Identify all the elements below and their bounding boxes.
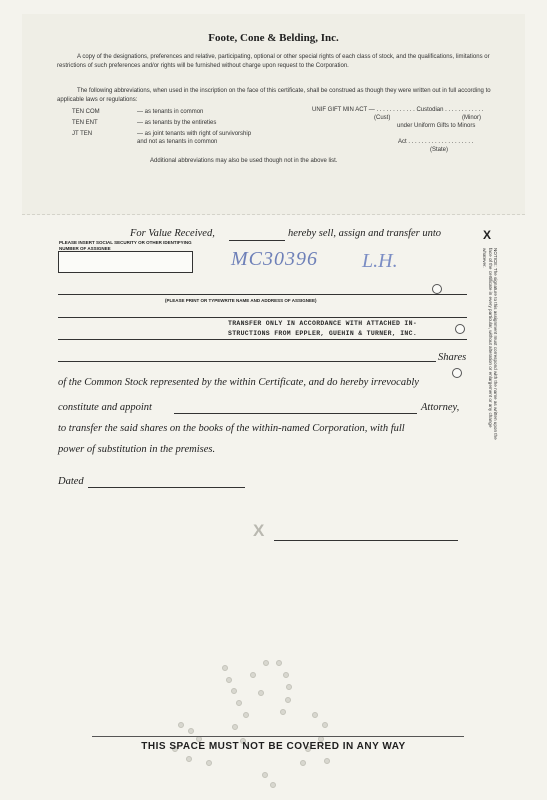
constitute-appoint-label: constitute and appoint: [58, 402, 152, 413]
notice-x-mark: X: [483, 228, 492, 242]
cust-label: (Cust): [374, 115, 391, 121]
state-label: (State): [430, 147, 449, 153]
abbr-meaning-ten-ent: — as tenants by the entireties: [137, 120, 217, 126]
seller-line: [229, 240, 285, 241]
uniform-gifts-label: under Uniform Gifts to Minors: [397, 123, 476, 129]
address-line-2[interactable]: [58, 339, 467, 340]
unif-gift-line: UNIF GIFT MIN ACT — . . . . . . . . . . . . Custodian . . . . . . . . . . . .: [312, 107, 484, 113]
signature-notice-text: NOTICE: The signature to this assignment must correspond with the name as written upon the face of the certificate in every particular, without alteration or enlargement or any change whatever.: [482, 248, 498, 440]
assignee-name-line[interactable]: [58, 294, 467, 295]
transfer-restriction-stamp: TRANSFER ONLY IN ACCORDANCE WITH ATTACHED IN-STRUCTIONS FROM EPPLER, GUEHIN & TURNER, INC.: [228, 320, 418, 337]
attorney-name-line[interactable]: [174, 413, 417, 414]
signature-notice: [484, 248, 498, 448]
minor-label: (Minor): [462, 115, 481, 121]
common-stock-text: of the Common Stock represented by the within Certificate, and do hereby irrevocably: [58, 377, 419, 388]
abbr-code-jt-ten: JT TEN: [72, 131, 93, 137]
abbr-code-ten-ent: TEN ENT: [72, 120, 98, 126]
rights-paragraph: A copy of the designations, preferences and relative, participating, optional or other special rights of each class of stock, and the qualifications, limitations or restrictions of such preferences and/or rights will be furnished without charge upon request to the Corporation.: [57, 54, 490, 69]
dated-label: Dated: [58, 476, 84, 487]
footer-rule: [92, 736, 464, 737]
shares-line[interactable]: [58, 361, 436, 362]
handwritten-initials: L.H.: [362, 250, 398, 272]
signature-x-mark: X: [253, 521, 265, 540]
punch-hole: [455, 324, 465, 334]
attorney-label: Attorney,: [421, 402, 460, 413]
act-line: Act . . . . . . . . . . . . . . . . . . . .: [398, 139, 474, 145]
ssn-input-box[interactable]: [58, 251, 193, 273]
punch-hole: [452, 368, 462, 378]
assignee-name-label: (PLEASE PRINT OR TYPEWRITE NAME AND ADDRESS OF ASSIGNEE): [165, 298, 317, 303]
punch-hole: [432, 284, 442, 294]
abbr-meaning-ten-com: — as tenants in common: [137, 109, 204, 115]
address-line-1[interactable]: [58, 317, 467, 318]
ssn-label: PLEASE INSERT SOCIAL SECURITY OR OTHER IDENTIFYING NUMBER OF ASSIGNEE: [59, 240, 192, 251]
hereby-transfer-text: hereby sell, assign and transfer unto: [288, 228, 442, 239]
abbreviations-intro: The following abbreviations, when used in the inscription on the face of this certificate, shall be construed as though they were written out in full according to applicable laws or regulations:: [57, 88, 491, 103]
handwritten-assignee-id: MC30396: [231, 248, 318, 270]
transfer-shares-text: to transfer the said shares on the books of the within-named Corporation, with full: [58, 423, 405, 434]
signature-line[interactable]: [274, 540, 458, 541]
additional-abbreviations-note: Additional abbreviations may also be used though not in the above list.: [150, 158, 338, 164]
for-value-received: For Value Received,: [130, 228, 215, 239]
shares-label: Shares: [438, 352, 467, 363]
abbr-meaning-jt-ten: — as joint tenants with right of survivorship and not as tenants in common: [137, 131, 252, 145]
abbr-code-ten-com: TEN COM: [72, 109, 100, 115]
date-line[interactable]: [88, 487, 245, 488]
company-name: Foote, Cone & Belding, Inc.: [208, 32, 339, 44]
power-of-substitution-text: power of substitution in the premises.: [58, 444, 216, 455]
do-not-cover-warning: THIS SPACE MUST NOT BE COVERED IN ANY WAY: [141, 741, 406, 752]
